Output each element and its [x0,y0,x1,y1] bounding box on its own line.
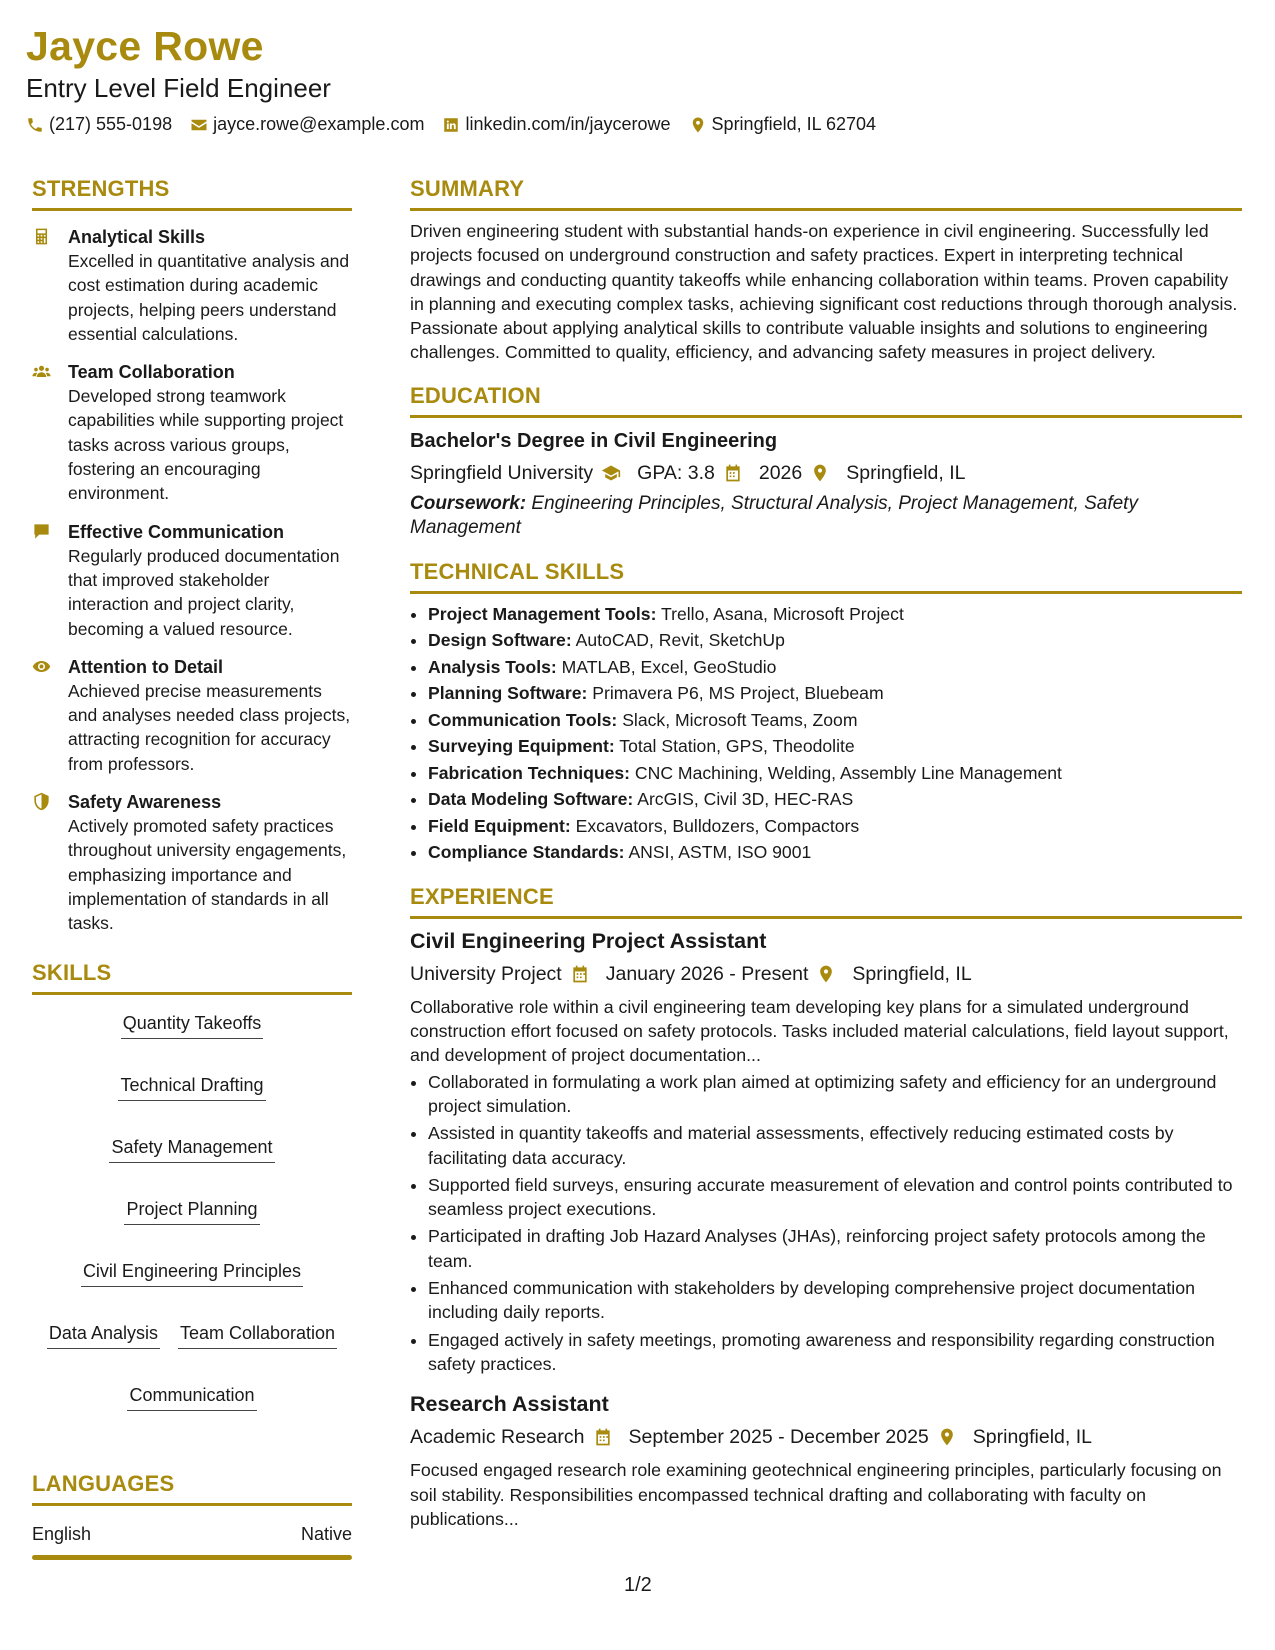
job-org [410,961,590,987]
summary-section [410,176,1242,365]
language-row [32,1524,352,1545]
skill-tag: Safety Management [109,1135,274,1163]
job-location [973,1424,1092,1450]
section-divider [410,591,1242,594]
list-item [428,733,1242,760]
school-name [410,460,621,486]
resume-header [26,22,1246,135]
section-heading: EXPERIENCE [410,883,554,909]
language-level: Native [300,1523,352,1544]
skill-tag: Quantity Takeoffs [121,1011,263,1039]
list-item [428,813,1242,840]
strength-title: Safety Awareness [68,792,222,813]
skill-label: Compliance Standards: [428,842,625,863]
comment-icon [32,522,51,541]
contact-bar [26,114,1246,135]
skill-value: Total Station, GPS, Theodolite [619,736,855,757]
location-text: Springfield, IL [972,1426,1093,1449]
skill-tag: Data Analysis [47,1321,160,1349]
job-dates [606,961,837,987]
job-meta [410,1424,1242,1450]
strengths-section [32,176,352,936]
skill-tag: Project Planning [124,1197,259,1225]
skills-section [32,960,352,1411]
coursework-label: Coursework: [410,492,527,514]
map-pin-icon [937,1427,957,1447]
contact-linkedin[interactable] [442,114,670,135]
skill-label: Analysis Tools: [428,656,557,677]
skill-value: AutoCAD, Revit, SketchUp [575,630,785,651]
section-heading: TECHNICAL SKILLS [410,558,625,584]
skill-tag: Civil Engineering Principles [81,1259,303,1287]
skill-value: Excavators, Bulldozers, Compactors [575,815,860,836]
map-pin-icon [810,463,830,483]
section-heading: SUMMARY [410,176,525,201]
section-heading: EDUCATION [410,382,541,408]
strength-desc: Regularly produced documentation that improved stakeholder interaction and project clarity, becoming a valued resource. [68,545,340,639]
page-number: 1/2 [624,1574,652,1596]
right-column [410,176,1242,1531]
calendar-icon [723,463,743,483]
skill-label: Field Equipment: [428,815,571,836]
job-description: Collaborative role within a civil engineering team developing key plans for a simulated underground construction effort focused on safety protocols. Tasks included material calculations, field layout support, and development of project documentation... [410,996,1229,1066]
list-item [428,839,1242,866]
technical-skills-section [410,559,1242,866]
skill-label: Fabrication Techniques: [428,762,631,783]
skill-value: ANSI, ASTM, ISO 9001 [628,842,812,863]
section-heading: LANGUAGES [32,1470,175,1496]
skill-value: Trello, Asana, Microsoft Project [661,603,904,624]
skill-label: Planning Software: [428,683,588,704]
summary-text: Driven engineering student with substantial hands-on experience in civil engineering. Successfully led projects focused on underground construction and safety practices. Expert in interpreting technical drawings and conducting quantity takeoffs while enhancing collaboration within teams. Proven capability in planning and executing complex tasks, achieving significant cost reductions through thorough analysis. Passionate about applying analytical skills to contribute valuable insights and solutions to engineering challenges. Committed to quality, efficiency, and advancing safety measures in project delivery. [410,221,1238,363]
skill-tag: Team Collaboration [178,1321,337,1349]
contact-text: linkedin.com/in/jaycerowe [465,114,671,134]
skill-value: ArcGIS, Civil 3D, HEC-RAS [637,789,854,810]
skill-value: Primavera P6, MS Project, Bluebeam [592,683,884,704]
skill-value: Slack, Microsoft Teams, Zoom [622,709,858,730]
skill-tag-list [32,1011,352,1411]
strength-desc: Actively promoted safety practices throughout university engagements, emphasizing importance and implementation of standards in all tasks. [68,816,347,934]
strength-item [32,655,352,776]
job-dates [629,1424,957,1450]
strength-desc: Excelled in quantitative analysis and cost estimation during academic projects, helping peers understand essential calculations. [68,251,350,344]
linkedin-icon [442,116,460,134]
coursework-list: Engineering Principles, Structural Analysis, Project Management, Safety Management [410,492,1138,539]
envelope-icon [190,116,208,134]
list-item [428,707,1242,734]
calendar-icon [593,1427,613,1447]
strength-title: Team Collaboration [68,362,235,383]
skill-label: Data Modeling Software: [428,789,634,810]
list-item [428,654,1242,681]
users-icon [32,362,51,381]
candidate-name: Jayce Rowe [26,23,264,69]
strength-item [32,520,352,641]
graduation-cap-icon [601,463,621,483]
org-text: Academic Research [410,1426,585,1449]
skill-tag: Communication [127,1383,256,1411]
skill-label: Project Management Tools: [428,603,657,624]
dates-text: January 2026 - Present [605,962,809,985]
section-heading: SKILLS [32,959,112,985]
list-item: • Assisted in quantity takeoffs and material assessments, effectively reducing estimated costs by facilitating data accuracy. [428,1121,1242,1170]
dates-text: September 2025 - December 2025 [628,1426,929,1449]
list-item: • Supported field surveys, ensuring accurate measurement of elevation and control points contributed to seamless project executions. [428,1173,1242,1222]
list-item: • Participated in drafting Job Hazard Analyses (JHAs), reinforcing project safety protocols among the team. [428,1224,1242,1273]
calculator-icon [32,227,51,246]
year-text: 2026 [758,461,803,484]
gpa-text: GPA: 3.8 [637,461,715,484]
skill-tag: Technical Drafting [118,1073,265,1101]
job-org [410,1424,613,1450]
contact-location [689,114,876,135]
gpa [637,460,743,486]
school-text: Springfield University [410,461,594,484]
education-section [410,383,1242,541]
job-description: Focused engaged research role examining geotechnical engineering principles, particularly focusing on soil stability. Responsibilities encompassed technical drafting and collaborating with faculty on publications... [410,1460,1222,1529]
org-text: University Project [410,962,562,985]
job-entry [410,927,1242,1376]
location-text: Springfield, IL [852,962,972,985]
language-proficiency-bar [32,1555,352,1560]
location-text: Springfield, IL [846,461,966,484]
strength-title: Attention to Detail [68,656,223,677]
list-item [428,786,1242,813]
list-item: • Engaged actively in safety meetings, promoting awareness and responsibility regarding construction safety practices. [428,1328,1242,1377]
strength-item [32,225,352,346]
candidate-title: Entry Level Field Engineer [26,73,331,103]
languages-section [32,1471,352,1560]
skill-value: CNC Machining, Welding, Assembly Line Management [634,762,1062,783]
technical-skills-list [410,601,1242,866]
section-divider [410,415,1242,418]
job-bullets [410,1070,1242,1377]
graduation-year [759,460,830,486]
section-divider [410,208,1242,211]
education-location [846,460,965,486]
strength-item [32,360,352,505]
skill-label: Communication Tools: [428,709,618,730]
contact-email[interactable] [190,114,424,135]
job-location [852,961,971,987]
calendar-icon [570,964,590,984]
education-meta [410,460,1242,486]
coursework [410,492,1242,541]
strength-title: Analytical Skills [68,227,206,247]
map-pin-icon [816,964,836,984]
degree-title: Bachelor's Degree in Civil Engineering [410,429,778,452]
strength-title: Effective Communication [68,521,285,542]
job-title: Civil Engineering Project Assistant [410,928,767,953]
list-item [428,601,1242,628]
list-item [428,760,1242,787]
list-item [428,627,1242,654]
list-item [428,680,1242,707]
section-divider [32,1503,352,1506]
contact-text: jayce.rowe@example.com [213,114,425,134]
contact-text: Springfield, IL 62704 [711,114,876,134]
section-heading: STRENGTHS [32,176,170,201]
map-pin-icon [689,116,707,134]
eye-icon [32,657,51,676]
skill-value: MATLAB, Excel, GeoStudio [561,656,777,677]
job-meta [410,961,1242,987]
section-divider [32,208,352,211]
list-item: • Collaborated in formulating a work plan aimed at optimizing safety and efficiency for an underground project simulation. [428,1070,1242,1119]
strength-item [32,790,352,935]
contact-phone[interactable] [26,114,172,135]
skill-label: Surveying Equipment: [428,736,615,757]
contact-text: (217) 555-0198 [49,114,173,134]
skill-label: Design Software: [428,630,572,651]
job-entry [410,1390,1242,1531]
strength-desc: Developed strong teamwork capabilities while supporting project tasks across various groups, fostering an encouraging environment. [68,386,344,504]
list-item: • Enhanced communication with stakeholders by developing comprehensive project documentation including daily reports. [428,1276,1242,1325]
experience-section [410,884,1242,1531]
section-divider [410,916,1242,919]
section-divider [32,992,352,995]
strength-desc: Achieved precise measurements and analyses needed class projects, attracting recognition for accuracy from professors. [68,680,351,774]
left-column [32,176,352,1560]
language-name: English [32,1523,92,1544]
phone-icon [26,116,44,134]
job-title: Research Assistant [410,1392,609,1417]
shield-icon [32,792,51,811]
